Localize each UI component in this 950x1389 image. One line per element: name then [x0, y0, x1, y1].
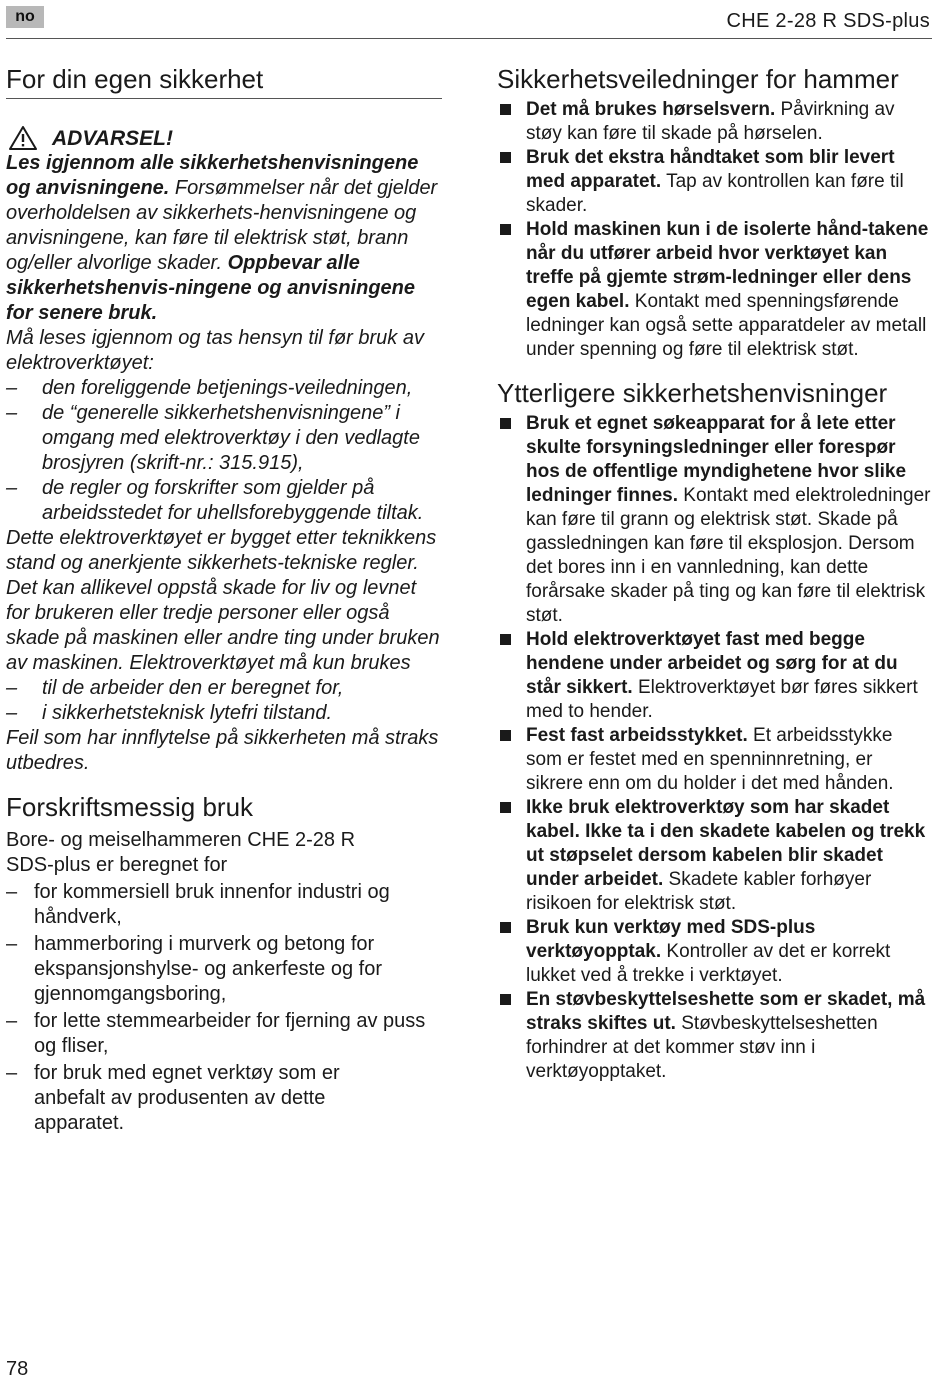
- list-item: [497, 916, 933, 988]
- item-text: Kontroller av det er korrekt lukket ved å trekke i verktøyet.: [526, 941, 891, 986]
- read-intro: Må leses igjennom og tas hensyn til før bruk av elektroverktøyet:: [6, 327, 424, 374]
- section-heading-safety: For din egen sikkerhet: [6, 62, 442, 99]
- list-item: [497, 412, 933, 628]
- bullet-square-icon: [500, 922, 511, 933]
- hammer-safety-list: [497, 98, 933, 362]
- section-heading-hammer: Sikkerhetsveiledninger for hammer: [497, 64, 899, 94]
- item-bold: Hold maskinen kun i de isolerte hånd-takene når du utfører arbeid hvor verktøyet kan treffe på gjemte strøm-ledninger eller dens egen kabel.: [526, 219, 929, 312]
- bullet-square-icon: [500, 152, 511, 163]
- list-item: [497, 628, 933, 724]
- bullet-square-icon: [500, 634, 511, 645]
- list-item: [497, 218, 933, 362]
- warning-label: ADVARSEL!: [52, 126, 173, 150]
- fault-paragraph: Feil som har innflytelse på sikkerheten må straks utbedres.: [6, 727, 439, 774]
- list-item: – til de arbeider den er beregnet for,: [6, 676, 442, 701]
- header-divider: [6, 38, 932, 39]
- document-title: CHE 2-28 R SDS-plus: [726, 10, 930, 32]
- list-item: – for kommersiell bruk innenfor industri og håndverk,: [6, 880, 414, 930]
- warning-intro-bold-1: Les igjennom alle sikkerhetshenvisningene og anvisningene.: [6, 152, 419, 199]
- use-list: [6, 676, 442, 726]
- left-column: [6, 62, 442, 1136]
- section-heading-additional: Ytterligere sikkerhetshenvisninger: [497, 378, 888, 408]
- item-bold: Bruk kun verktøy med SDS-plus verktøyopptak.: [526, 917, 816, 962]
- item-bold: Hold elektroverktøyet fast med begge hendene under arbeidet og sørg for at du står sikkert.: [526, 629, 898, 698]
- read-list: [6, 376, 442, 526]
- warning-intro-text-1: Forsømmelser når det gjelder overholdelsen av sikkerhets-henvisningene og anvisningene, kan føre til elektrisk støt, brann og/eller alvorlige skader.: [6, 177, 438, 274]
- list-item: – for bruk med egnet verktøy som er anbefalt av produsenten av dette apparatet.: [6, 1061, 384, 1136]
- section-heading-intended-use: Forskriftsmessig bruk: [6, 792, 254, 822]
- bullet-square-icon: [500, 994, 511, 1005]
- language-badge: no: [6, 6, 44, 28]
- list-item: – i sikkerhetsteknisk lytefri tilstand.: [6, 701, 442, 726]
- item-text: Støvbeskyttelseshetten forhindrer at det kommer støv inn i verktøyopptaket.: [526, 1013, 878, 1082]
- bullet-square-icon: [500, 418, 511, 429]
- list-item: [497, 988, 933, 1084]
- page-number: 78: [6, 1358, 29, 1380]
- item-text: Kontakt med elektroledninger kan føre til grann og elektrisk støt. Skade på gassledningen kan føre til eksplosjon. Dersom det bores inn i en vannledning, kan dette forårsake skader på ting og kan føre til elektrisk støt.: [526, 485, 931, 626]
- list-item: – for lette stemmearbeider for fjerning av puss og fliser,: [6, 1009, 434, 1059]
- bullet-square-icon: [500, 104, 511, 115]
- bullet-square-icon: [500, 224, 511, 235]
- item-text: Et arbeidsstykke som er festet med en spenninnretning, er sikrere enn om du holder i det med hånden.: [526, 725, 894, 794]
- list-item: [497, 98, 933, 146]
- list-item: [497, 796, 933, 916]
- list-item: – hammerboring i murverk og betong for ekspansjonshylse- og ankerfeste og for gjennomgangsboring,: [6, 932, 434, 1007]
- additional-safety-list: [497, 412, 933, 1084]
- item-text: Skadete kabler forhøyer risikoen for elektrisk støt.: [526, 869, 872, 914]
- intended-use-list: [6, 880, 442, 1136]
- built-paragraph: Dette elektroverktøyet er bygget etter teknikkens stand og anerkjente sikkerhets-tekniske regler. Det kan allikevel oppstå skade for liv og levnet for brukeren eller tredje personer eller også skade på maskinen eller andre ting under bruken av maskinen. Elektroverktøyet må kun brukes: [6, 527, 440, 674]
- warning-intro: [6, 151, 442, 326]
- item-text: Påvirkning av støy kan føre til skade på hørselen.: [526, 99, 895, 144]
- item-text: Kontakt med spenningsførende ledninger kan også sette apparatdeler av metall under spenning og føre til elektrisk støt.: [526, 291, 927, 360]
- item-text: Tap av kontrollen kan føre til skader.: [526, 171, 904, 216]
- right-column: [497, 62, 933, 1084]
- warning-triangle-icon: [8, 125, 38, 151]
- bullet-square-icon: [500, 802, 511, 813]
- item-bold: Bruk et egnet søkeapparat for å lete etter skulte forsyningsledninger eller forespør hos de offentlige myndighetene hvor slike ledninger finnes.: [526, 413, 907, 506]
- list-item: – den foreliggende betjenings-veiledningen,: [6, 376, 442, 401]
- bullet-square-icon: [500, 730, 511, 741]
- item-text: Elektroverktøyet bør føres sikkert med to hender.: [526, 677, 918, 722]
- warning-header: [6, 125, 442, 151]
- intended-use-intro: Bore- og meiselhammeren CHE 2-28 R SDS-plus er beregnet for: [6, 829, 356, 876]
- list-item: – de regler og forskrifter som gjelder på arbeidsstedet for uhellsforebyggende tiltak.: [6, 476, 442, 526]
- item-bold: Det må brukes hørselsvern.: [526, 99, 776, 120]
- list-item: [497, 146, 933, 218]
- warning-intro-bold-2: Oppbevar alle sikkerhetshenvis-ningene og anvisningene for senere bruk.: [6, 252, 416, 324]
- item-bold: Bruk det ekstra håndtaket som blir levert med apparatet.: [526, 147, 895, 192]
- list-item: – de “generelle sikkerhetshenvisningene” i omgang med elektroverktøy i den vedlagte brosjyren (skrift-nr.: 315.915),: [6, 401, 442, 476]
- item-bold: Ikke bruk elektroverktøy som har skadet kabel. Ikke ta i den skadete kabelen og trekk ut støpselet dersom kabelen blir skadet under arbeidet.: [526, 797, 926, 890]
- item-bold: Fest fast arbeidsstykket.: [526, 725, 748, 746]
- item-bold: En støvbeskyttelseshette som er skadet, må straks skiftes ut.: [526, 989, 926, 1034]
- list-item: [497, 724, 933, 796]
